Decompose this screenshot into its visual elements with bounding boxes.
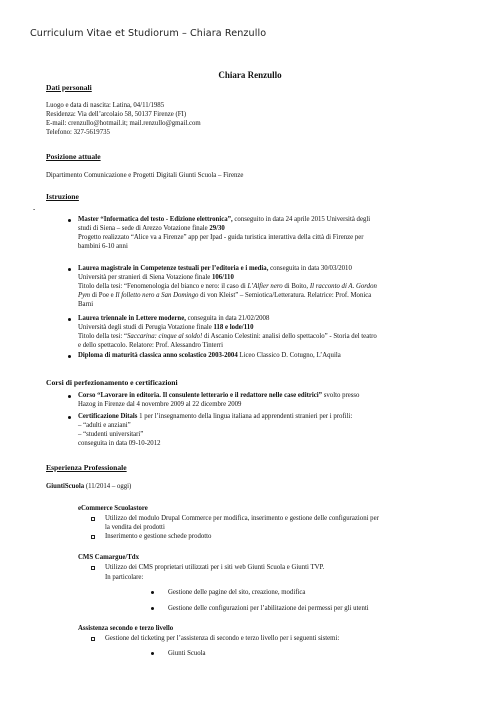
checkbox-bullet-icon	[91, 637, 95, 641]
ecommerce-item-1b: la vendita dei prodotti	[105, 524, 165, 531]
section-personal-heading: Dati personali	[46, 83, 92, 92]
lt-line-1: Laurea triennale in Lettere moderne, conseguita in data 21/02/2008	[78, 315, 270, 322]
cms-subitem-b: Gestione delle configurazioni per l’abilitazione dei permessi per gli utenti	[168, 605, 369, 612]
course-2-line-1: Certificazione Ditals 1 per l’insegnamento della lingua italiana ad apprendenti stranieri per i profili:	[78, 413, 353, 420]
lm-line-2: Università per stranieri di Siena Votazione finale 106/110	[78, 274, 234, 281]
course-1-line-2: Hazog in Firenze dal 4 novembre 2009 al 22 dicembre 2009	[78, 401, 242, 408]
lm-line-3: Titolo della tesi: “Fenomenologia del bianco e nero: il caso di L’Alfier nero di Boito, Il racconto di A. Gordon	[78, 283, 377, 290]
master-line-1: Master “Informatica del testo - Edizione elettronica”, conseguito in data 24 aprile 2015 Università degli	[78, 216, 371, 223]
bullet-icon	[68, 219, 71, 222]
cms-title: CMS Camargue/Tdx	[78, 554, 139, 561]
lt-line-3: Titolo della tesi: “Saccarina: cinque al soldo! di Ascanio Celestini: analisi dello spettacolo” - Storia del teatro	[78, 333, 377, 340]
support-title: Assistenza secondo e terzo livello	[78, 625, 174, 632]
master-line-4: bambini 6-10 anni	[78, 243, 128, 250]
birth-line: Luogo e data di nascita: Latina, 04/11/1985	[46, 102, 165, 109]
position-text: Dipartimento Comunicazione e Progetti Digitali Giunti Scuola – Firenze	[46, 172, 244, 179]
support-item-1: Gestione del ticketing per l’assistenza di secondo e terzo livello per i seguenti sistemi:	[105, 635, 340, 642]
course-2-line-2: – “adulti e anziani”	[78, 422, 131, 429]
ecommerce-item-1: Utilizzo del modulo Drupal Commerce per modifica, inserimento e gestione delle configurazioni per	[105, 515, 379, 522]
checkbox-bullet-icon	[91, 517, 95, 521]
cms-subitem-a: Gestione delle pagine del sito, creazione, modifica	[168, 589, 306, 596]
checkbox-bullet-icon	[91, 535, 95, 539]
employer-line: GiuntiScuola (11/2014 – oggi)	[46, 483, 132, 490]
bullet-icon	[68, 416, 71, 419]
lm-line-4: Pym di Poe e Il folletto nero a San Domingo di von Kleist” – Semiotica/Letteratura. Relatrice: Prof. Monica	[78, 292, 372, 299]
cms-item-1b: In particolare:	[105, 574, 144, 581]
lm-line-1: Laurea magistrale in Competenze testuali per l’editoria e i media, conseguita in data 30/03/2010	[78, 265, 352, 272]
master-line-3: Progetto realizzato “Alice va a Firenze” app per Ipad - guida turistica interattiva della città di Firenze per	[78, 234, 364, 241]
email-line: E-mail: crenzullo@hotmail.it; mail.renzullo@gmail.com	[46, 120, 201, 127]
course-2-line-3: – “studenti universitari”	[78, 431, 144, 438]
course-2-line-4: conseguita in data 09-10-2012	[78, 440, 161, 447]
bullet-icon	[151, 652, 154, 655]
course-1-line-1: Corso “Lavorare in editoria. Il consulente letterario e il redattore nelle case editrici” svolto presso	[78, 392, 360, 399]
checkbox-bullet-icon	[91, 566, 95, 570]
lt-line-4: e dello spettacolo. Relatore: Prof. Alessandro Tinterri	[78, 342, 223, 349]
bullet-icon	[151, 591, 154, 594]
education-dash: -	[33, 206, 36, 213]
ecommerce-title: eCommerce Scuolastore	[78, 505, 148, 512]
section-experience-heading: Esperienza Professionale	[46, 463, 127, 472]
section-position-heading: Posizione attuale	[46, 152, 101, 161]
section-education-heading: Istruzione	[46, 192, 79, 201]
cms-item-1: Utilizzo dei CMS proprietari utilizzati per i siti web Giunti Scuola e Giunti TVP.	[105, 564, 325, 571]
person-name: Chiara Renzullo	[218, 70, 282, 80]
phone-line: Telefono: 327-5619735	[46, 129, 110, 136]
page-header: Curriculum Vitae et Studiorum – Chiara Renzullo	[30, 28, 267, 39]
bullet-icon	[151, 607, 154, 610]
support-subitem-a: Giunti Scuola	[168, 650, 206, 657]
bullet-icon	[68, 395, 71, 398]
bullet-icon	[68, 355, 71, 358]
residence-line: Residenza: Via dell’arcolaio 58, 50137 Firenze (FI)	[46, 111, 187, 118]
lt-line-2: Università degli studi di Perugia Votazione finale 118 e lode/110	[78, 324, 254, 331]
master-line-2: studi di Siena – sede di Arezzo Votazione finale 29/30	[78, 225, 225, 232]
section-courses-heading: Corsi di perfezionamento e certificazioni	[46, 378, 178, 387]
ecommerce-item-2: Inserimento e gestione schede prodotto	[105, 533, 212, 540]
lm-line-5: Barni	[78, 301, 94, 308]
bullet-icon	[68, 268, 71, 271]
bullet-icon	[68, 318, 71, 321]
diploma-line: Diploma di maturità classica anno scolastico 2003-2004 Liceo Classico D. Cotugno, L’Aquila	[78, 352, 341, 359]
